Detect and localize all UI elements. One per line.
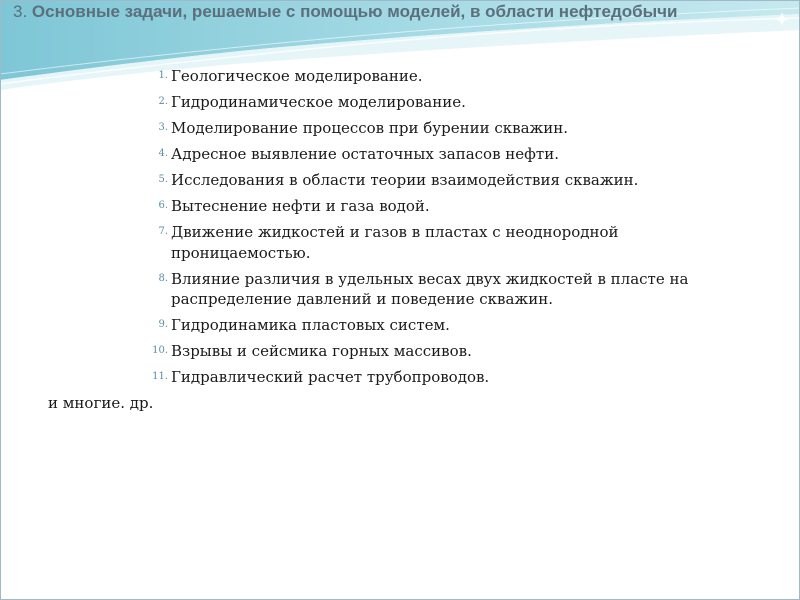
list-item-number: 11. <box>152 371 168 382</box>
list-item-text: Геологическое моделирование. <box>171 67 423 85</box>
list-item-number: 7. <box>158 226 168 237</box>
list-item-number: 9. <box>158 319 168 330</box>
title-text: Основные задачи, решаемые с помощью моделей, в области нефтедобычи <box>31 2 678 21</box>
list-item-text: Исследования в области теории взаимодействия скважин. <box>171 171 639 189</box>
list-item-number: 4. <box>158 148 168 159</box>
list-item-text: Гидродинамика пластовых систем. <box>171 316 450 334</box>
list-item-text: Гидравлический расчет трубопроводов. <box>171 368 490 386</box>
list-item-number: 5. <box>158 174 168 185</box>
list-item-text: Гидродинамическое моделирование. <box>171 93 466 111</box>
list-item-number: 3. <box>158 122 168 133</box>
list-item-text: Адресное выявление остаточных запасов нефти. <box>171 145 559 163</box>
closing-note: и многие. др. <box>48 394 154 412</box>
title-number: 3. <box>13 2 28 21</box>
list-item-number: 10. <box>152 345 168 356</box>
list-item-number: 2. <box>158 96 168 107</box>
list-item-text: Моделирование процессов при бурении скважин. <box>171 119 569 137</box>
list-item-text: Вытеснение нефти и газа водой. <box>171 197 430 215</box>
list-item-number: 8. <box>158 272 168 284</box>
list-item-number: 6. <box>158 200 168 211</box>
list-item-text: Взрывы и сейсмика горных массивов. <box>171 342 472 360</box>
list-item-number: 1. <box>158 70 168 81</box>
list-item-text: Движение жидкостей и газов в пластах с неоднородной проницаемостью. <box>171 223 619 262</box>
list-item-text: Влияние различия в удельных весах двух жидкостей в пласте на распределение давлений и поведение скважин. <box>171 269 689 308</box>
